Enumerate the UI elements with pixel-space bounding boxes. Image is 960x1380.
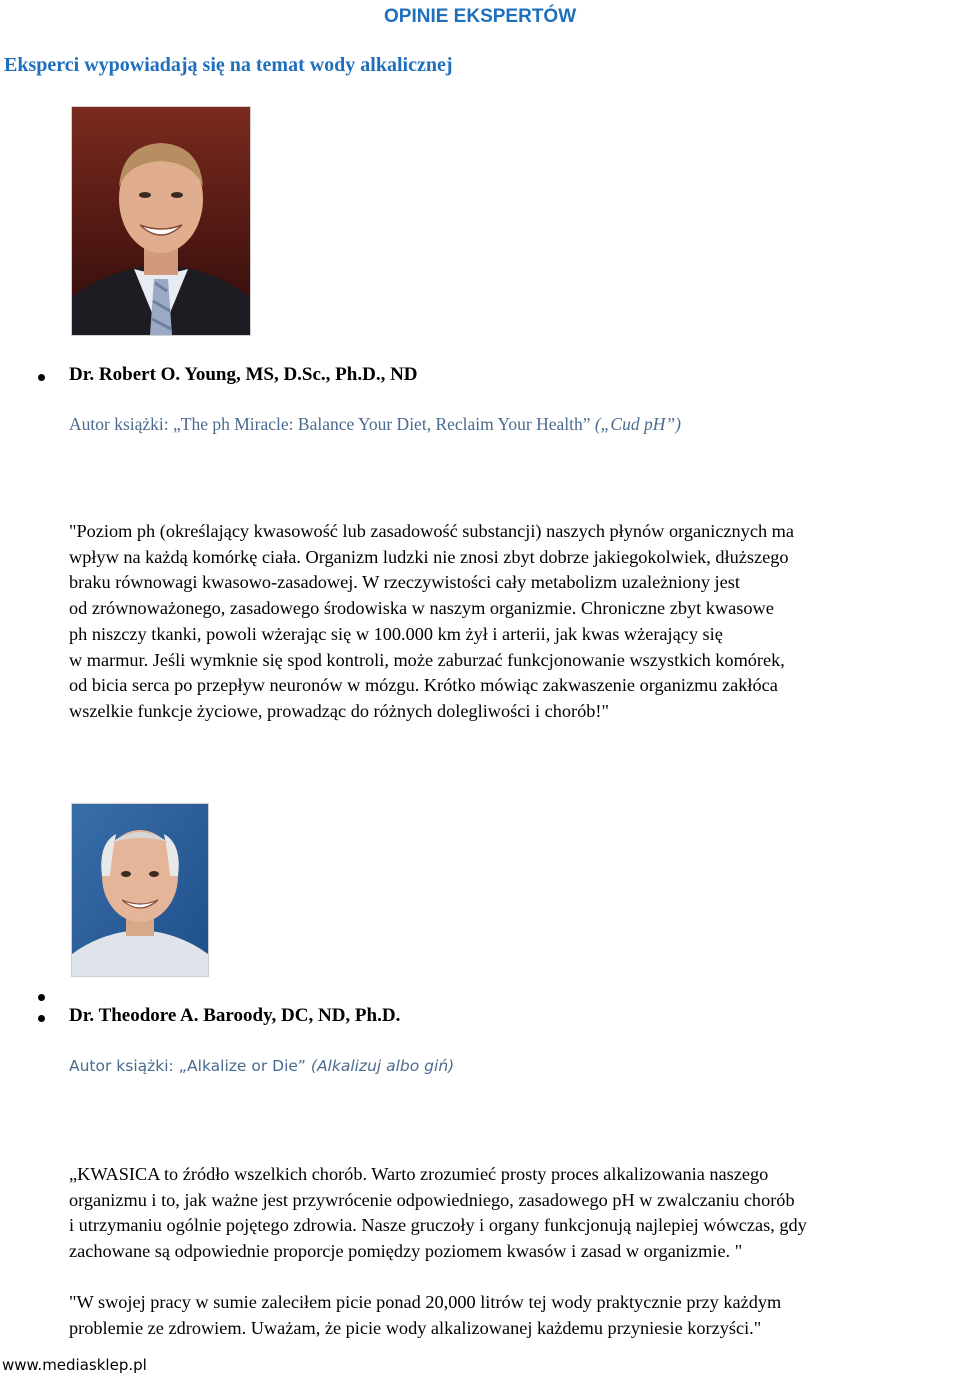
quote-line: "W swojej pracy w sumie zaleciłem picie ponad 20,000 litrów tej wody praktycznie przy każdym — [69, 1292, 782, 1312]
expert-photo-baroody — [71, 803, 209, 977]
quote-line: wpływ na każdą komórkę ciała. Organizm ludzki nie znosi zbyt dobrze jakiegokolwiek, dłuższego — [69, 546, 789, 567]
quote-young — [69, 519, 959, 725]
quote-line: „KWASICA to źródło wszelkich chorób. Warto zrozumieć prosty proces alkalizowania naszego — [69, 1164, 769, 1184]
quote-line: w marmur. Jeśli wymknie się spod kontroli, może zaburzać funkcjonowanie wszystkich komórek, — [69, 649, 785, 670]
bullet-young — [38, 374, 45, 381]
author-prefix: Autor książki: — [69, 414, 174, 434]
bullet-empty — [38, 994, 45, 1001]
book-credit-young — [69, 414, 681, 435]
quote-line: wszelkie funkcje życiowe, prowadząc do różnych dolegliwości i chorób!" — [69, 700, 609, 721]
quote-line: organizmu i to, jak ważne jest przywrócenie odpowiedniego, zasadowego pH w zwalczaniu chorób — [69, 1189, 795, 1210]
page-subtitle: Eksperci wypowiadają się na temat wody alkalicznej — [4, 54, 453, 76]
book-translation: (Alkalizuj albo giń) — [310, 1057, 455, 1075]
section-title: OPINIE EKSPERTÓW — [384, 6, 577, 27]
quote-line: od zrównoważonego, zasadowego środowiska w naszym organizmie. Chroniczne zbyt kwasowe — [69, 598, 774, 619]
expert-name-young: Dr. Robert O. Young, MS, D.Sc., Ph.D., ND — [69, 364, 418, 385]
quote-line: i utrzymaniu ogólnie pojętego zdrowia. Nasze gruczoły i organy funkcjonują najlepiej wówczas, gdy — [69, 1215, 807, 1236]
book-title: „The ph Miracle: Balance Your Diet, Reclaim Your Health” — [173, 414, 591, 434]
book-title: „Alkalize or Die” — [178, 1057, 306, 1075]
expert-name-baroody: Dr. Theodore A. Baroody, DC, ND, Ph.D. — [69, 1005, 401, 1026]
quote-line: "Poziom ph (określający kwasowość lub zasadowość substancji) naszych płynów organicznych ma — [69, 521, 794, 541]
author-prefix: Autor książki: — [69, 1057, 179, 1075]
quote-line: od bicia serca po przepływ neuronów w mózgu. Krótko mówiąc zakwaszenie organizmu zakłóca — [69, 675, 778, 696]
quote-baroody-2 — [69, 1290, 959, 1341]
bullet-baroody — [38, 1015, 45, 1022]
quote-line: braku równowagi kwasowo-zasadowej. W rzeczywistości cały metabolizm uzależniony jest — [69, 572, 740, 593]
expert-photo-young — [71, 106, 251, 336]
book-credit-baroody — [69, 1057, 454, 1075]
quote-baroody — [69, 1162, 959, 1265]
quote-line: zachowane są odpowiednie proporcje pomiędzy poziomem kwasów i zasad w organizmie. " — [69, 1241, 743, 1262]
book-translation: („Cud pH”) — [594, 414, 681, 434]
quote-line: problemie ze zdrowiem. Uważam, że picie wody alkalizowanej każdemu przyniesie korzyści." — [69, 1317, 762, 1338]
footer-url: www.mediasklep.pl — [2, 1356, 147, 1374]
quote-line: ph niszczy tkanki, powoli wżerając się w 100.000 km żył i arterii, jak kwas wżerający się — [69, 623, 723, 644]
